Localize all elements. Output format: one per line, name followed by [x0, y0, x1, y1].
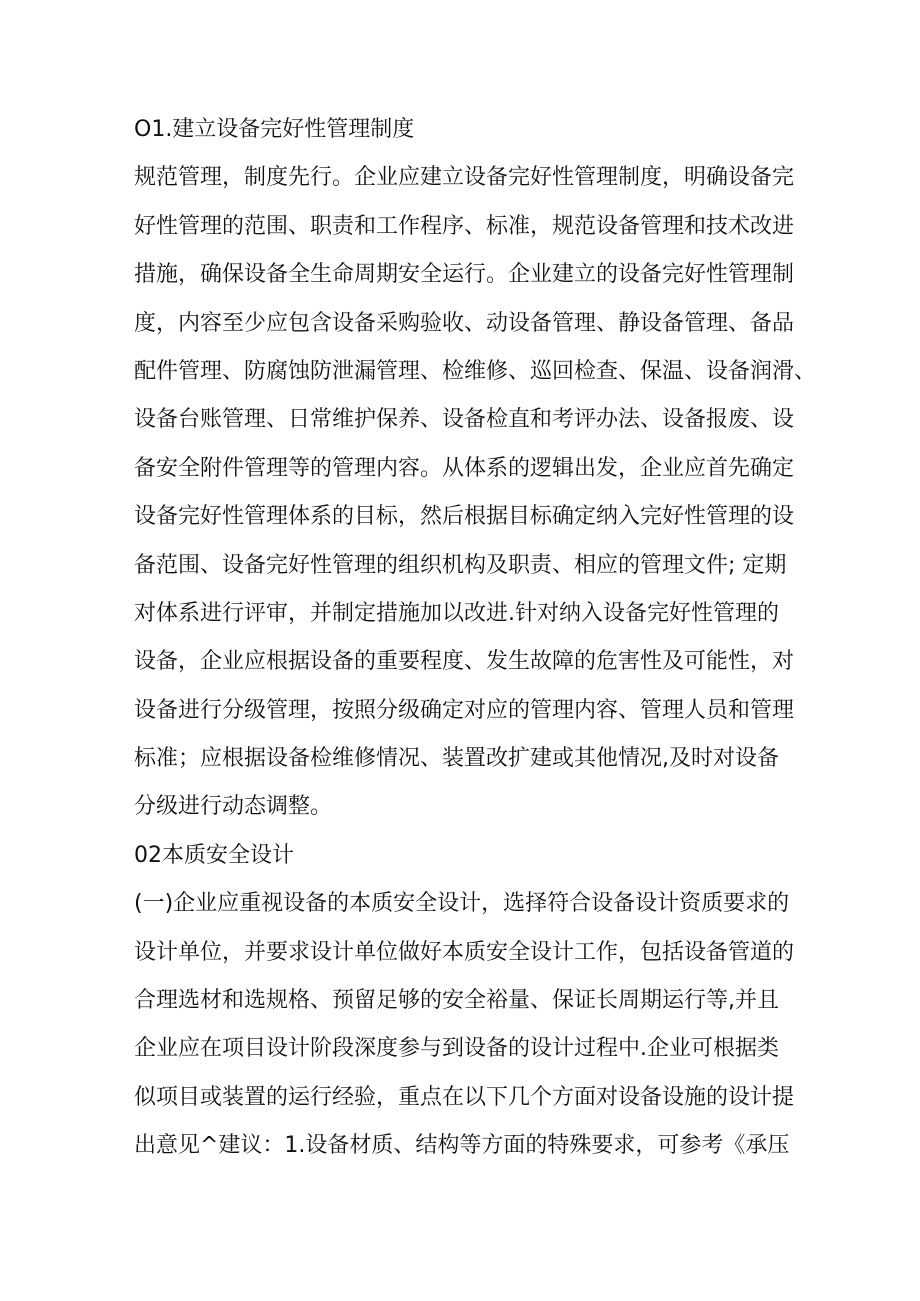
text-line: 措施，确保设备全生命周期安全运行。企业建立的设备完好性管理制	[134, 262, 795, 288]
text-line: 出意见^建议：1.设备材质、结构等方面的特殊要求，可参考《承压	[134, 1133, 790, 1159]
document-page	[134, 106, 817, 1171]
text-line: 企业应在项目设计阶段深度参与到设备的设计过程中.企业可根据类	[134, 1036, 779, 1062]
text-line: 度，内容至少应包含设备采购验收、动设备管理、静设备管理、备品	[134, 310, 795, 336]
text-line: 分级进行动态调整。	[134, 794, 333, 820]
text-line: 设备完好性管理体系的目标，然后根据目标确定纳入完好性管理的设	[134, 504, 795, 530]
text-line: 设备，企业应根据设备的重要程度、发生故障的危害性及可能性，对	[134, 649, 795, 675]
text-line: 合理选材和选规格、预留足够的安全裕量、保证长周期运行等,并且	[134, 988, 779, 1014]
text-line: 设备台账管理、日常维护保养、设备检直和考评办法、设备报废、设	[134, 407, 795, 433]
text-line: 备范围、设备完好性管理的组织机构及职责、相应的管理文件; 定期	[134, 552, 787, 578]
text-line: 设计单位，并要求设计单位做好本质安全设计工作，包括设备管道的	[134, 939, 795, 965]
text-line: 备安全附件管理等的管理内容。从体系的逻辑出发，企业应首先确定	[134, 455, 795, 481]
section-heading: O1.建立设备完好性管理制度	[134, 117, 415, 142]
text-line: 配件管理、防腐蚀防泄漏管理、检维修、巡回检查、保温、设备润滑、	[134, 358, 817, 384]
text-line: 标准；应根据设备检维修情况、装置改扩建或其他情况,及时对设备	[134, 746, 779, 772]
text-line: 设备进行分级管理，按照分级确定对应的管理内容、管理人员和管理	[134, 697, 795, 723]
text-line: 好性管理的范围、职责和工作程序、标准，规范设备管理和技术改进	[134, 213, 795, 239]
text-line: (一)企业应重视设备的本质安全设计，选择符合设备设计资质要求的	[134, 891, 790, 917]
section-heading: 02本质安全设计	[134, 842, 294, 868]
text-line: 似项目或装置的运行经验，重点在以下几个方面对设备设施的设计提	[134, 1084, 795, 1110]
text-line: 对体系进行评审，并制定措施加以改进.针对纳入设备完好性管理的	[134, 600, 779, 626]
text-line: 规范管理，制度先行。企业应建立设备完好性管理制度，明确设备完	[134, 165, 795, 191]
